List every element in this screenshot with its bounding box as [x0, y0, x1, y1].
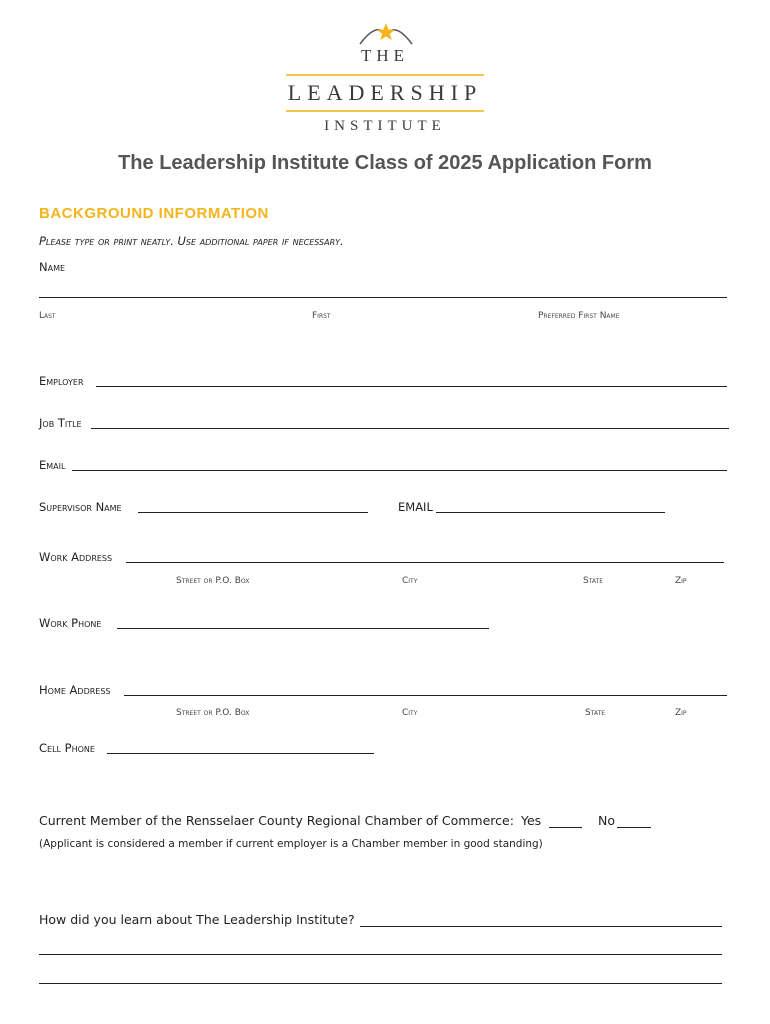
job-title-label: Job Title [39, 416, 82, 430]
learn-field-line-2[interactable] [39, 954, 722, 955]
home-street-label: Street or P.O. Box [176, 708, 250, 718]
employer-field[interactable] [96, 386, 727, 387]
logo-leadership: LEADERSHIP [287, 80, 483, 105]
learn-field-line-3[interactable] [39, 983, 722, 984]
work-street-label: Street or P.O. Box [176, 576, 250, 586]
supervisor-email-label: EMAIL [398, 500, 433, 514]
member-yes-field[interactable] [549, 827, 582, 828]
email-label: Email [39, 458, 66, 472]
member-yes-label: Yes [521, 813, 542, 828]
logo-arc-star-icon [356, 20, 416, 48]
supervisor-label: Supervisor Name [39, 500, 122, 514]
home-address-field[interactable] [124, 695, 727, 696]
work-zip-label: Zip [675, 576, 687, 586]
home-state-label: State [585, 708, 606, 718]
name-field[interactable] [39, 297, 727, 298]
name-last-label: Last [39, 311, 56, 321]
cell-phone-field[interactable] [107, 753, 374, 754]
employer-label: Employer [39, 374, 84, 388]
work-phone-field[interactable] [117, 628, 489, 629]
logo-the: THE [360, 46, 410, 65]
work-phone-label: Work Phone [39, 616, 102, 630]
email-field[interactable] [72, 470, 727, 471]
member-no-field[interactable] [617, 827, 651, 828]
member-note: (Applicant is considered a member if current employer is a Chamber member in good standing) [39, 838, 543, 850]
cell-phone-label: Cell Phone [39, 741, 95, 755]
logo-divider-top [286, 74, 484, 76]
learn-field-line-1[interactable] [360, 926, 722, 927]
job-title-field[interactable] [91, 428, 729, 429]
name-label: Name [39, 260, 66, 274]
learn-question: How did you learn about The Leadership Institute? [39, 912, 355, 927]
home-zip-label: Zip [675, 708, 687, 718]
supervisor-email-field[interactable] [436, 512, 665, 513]
work-state-label: State [583, 576, 604, 586]
name-first-label: First [312, 311, 331, 321]
supervisor-field[interactable] [138, 512, 368, 513]
home-city-label: City [402, 708, 418, 718]
member-no-label: No [598, 813, 615, 828]
instructions: Please type or print neatly. Use additional paper if necessary. [39, 234, 344, 248]
logo-institute: INSTITUTE [324, 118, 446, 134]
home-address-label: Home Address [39, 683, 111, 697]
page-title: The Leadership Institute Class of 2025 Application Form [118, 152, 652, 174]
name-preferred-label: Preferred First Name [538, 311, 620, 321]
member-question: Current Member of the Rensselaer County Regional Chamber of Commerce: [39, 813, 514, 828]
work-city-label: City [402, 576, 418, 586]
section-heading: BACKGROUND INFORMATION [39, 205, 269, 222]
work-address-field[interactable] [126, 562, 724, 563]
logo-divider-bottom [286, 110, 484, 112]
work-address-label: Work Address [39, 550, 113, 564]
